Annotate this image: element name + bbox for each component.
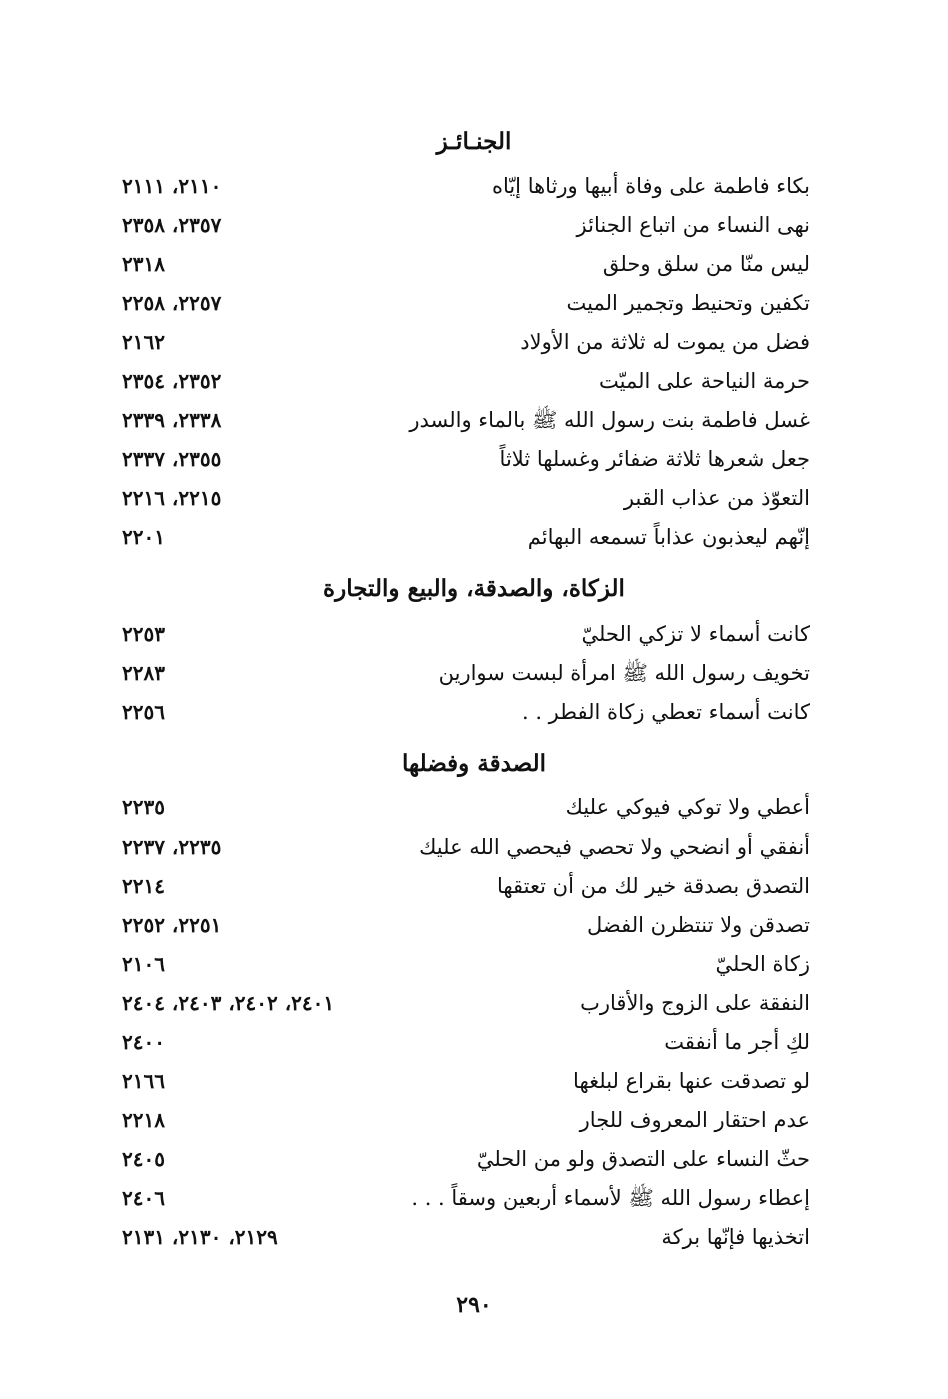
index-entry (110, 986, 810, 1020)
entry-topic: غسل فاطمة بنت رسول الله ﷺ بالماء والسدر (409, 408, 810, 432)
entry-refs: ٢٤٠١، ٢٤٠٢، ٢٤٠٣، ٢٤٠٤ (122, 991, 335, 1015)
section-title-charity: الصدقة وفضلها (401, 750, 547, 777)
entry-refs: ٢١٦٦ (122, 1069, 165, 1093)
entry-topic: التعوّذ من عذاب القبر (623, 486, 810, 510)
index-entry (110, 247, 810, 281)
index-entry (110, 1181, 810, 1215)
entry-topic: نهى النساء من اتباع الجنائز (576, 213, 810, 237)
index-entry (110, 656, 810, 690)
entry-refs: ٢٤٠٠ (122, 1030, 165, 1054)
entry-topic: التصدق بصدقة خير لك من أن تعتقها (496, 874, 810, 898)
index-entry (110, 695, 810, 729)
entry-refs: ٢٢٥٦ (122, 700, 165, 724)
index-entry (110, 1220, 810, 1254)
entry-topic: إنّهم ليعذبون عذاباً تسمعه البهائم (527, 525, 810, 549)
entry-topic: أنفقي أو انضحي ولا تحصي فيحصي الله عليك (419, 835, 810, 859)
entry-topic: عدم احتقار المعروف للجار (579, 1108, 810, 1132)
entry-topic: لو تصدقت عنها بقراع لبلغها (573, 1069, 810, 1093)
index-entry (110, 947, 810, 981)
entry-topic: حرمة النياحة على الميّت (599, 369, 810, 393)
index-entry (110, 520, 810, 554)
index-entry (110, 617, 810, 651)
entry-topic: اتخذيها فإنّها بركة (661, 1225, 810, 1249)
entry-topic: أعطي ولا توكي فيوكي عليك (565, 795, 810, 819)
index-entry (110, 442, 810, 476)
entry-topic: كانت أسماء تعطي زكاة الفطر . . (521, 700, 810, 724)
index-entry (110, 403, 810, 437)
entry-topic: جعل شعرها ثلاثة ضفائر وغسلها ثلاثاً (499, 447, 810, 471)
index-entry (110, 908, 810, 942)
entry-refs: ٢٤٠٥ (122, 1147, 165, 1171)
index-entry (110, 481, 810, 515)
entry-refs: ٢٢٨٣ (122, 661, 165, 685)
entry-topic: زكاة الحليّ (715, 952, 810, 976)
entry-topic: لكِ أجر ما أنفقت (664, 1030, 810, 1054)
entry-refs: ٢٣٥٧، ٢٣٥٨ (122, 213, 222, 237)
index-entry (110, 208, 810, 242)
index-entry (110, 286, 810, 320)
index-entry (110, 869, 810, 903)
index-entry (110, 790, 810, 824)
entry-refs: ٢٣٣٨، ٢٣٣٩ (122, 408, 222, 432)
entry-refs: ٢١٠٦ (122, 952, 165, 976)
entry-refs: ٢٢٥١، ٢٢٥٢ (122, 913, 222, 937)
entry-topic: تكفين وتحنيط وتجمير الميت (566, 291, 810, 315)
entry-refs: ٢٢١٥، ٢٢١٦ (122, 486, 222, 510)
entry-topic: تصدقن ولا تنتظرن الفضل (587, 913, 810, 937)
index-entry (110, 364, 810, 398)
entry-topic: تخويف رسول الله ﷺ امرأة لبست سوارين (438, 661, 810, 685)
entry-topic: إعطاء رسول الله ﷺ لأسماء أربعين وسقاً . . . (411, 1186, 810, 1210)
entry-refs: ٢٣١٨ (122, 252, 165, 276)
entry-refs: ٢٣٥٥، ٢٣٣٧ (122, 447, 222, 471)
entry-topic: فضل من يموت له ثلاثة من الأولاد (520, 330, 810, 354)
entry-topic: حثّ النساء على التصدق ولو من الحليّ (476, 1147, 810, 1171)
entry-refs: ٢١٦٢ (122, 330, 165, 354)
entry-refs: ٢٢٠١ (122, 525, 165, 549)
entry-refs: ٢٢٥٣ (122, 622, 165, 646)
index-entry (110, 169, 810, 203)
index-entry (110, 325, 810, 359)
entry-refs: ٢٢٣٥ (122, 795, 165, 819)
section-title-funerals: الجنـائـز (436, 128, 512, 155)
index-entry (110, 1142, 810, 1176)
entry-topic: ليس منّا من سلق وحلق (602, 252, 810, 276)
index-entry (110, 1103, 810, 1137)
entry-refs: ٢٢٣٥، ٢٢٣٧ (122, 835, 222, 859)
index-entry (110, 1025, 810, 1059)
entry-refs: ٢٣٥٢، ٢٣٥٤ (122, 369, 222, 393)
section-title-zakat-trade: الزكاة، والصدقة، والبيع والتجارة (323, 575, 625, 602)
entry-refs: ٢٢١٨ (122, 1108, 165, 1132)
entry-refs: ٢٤٠٦ (122, 1186, 165, 1210)
page-number: ٢٩٠ (456, 1292, 492, 1318)
index-entry (110, 830, 810, 864)
entry-topic: النفقة على الزوج والأقارب (580, 991, 810, 1015)
entry-refs: ٢١١٠، ٢١١١ (122, 174, 222, 198)
index-entry (110, 1064, 810, 1098)
entry-topic: بكاء فاطمة على وفاة أبيها ورثاها إيّاه (491, 174, 810, 198)
entry-refs: ٢٢١٤ (122, 874, 165, 898)
entry-refs: ٢١٢٩، ٢١٣٠، ٢١٣١ (122, 1225, 278, 1249)
entry-topic: كانت أسماء لا تزكي الحليّ (581, 622, 810, 646)
entry-refs: ٢٢٥٧، ٢٢٥٨ (122, 291, 222, 315)
